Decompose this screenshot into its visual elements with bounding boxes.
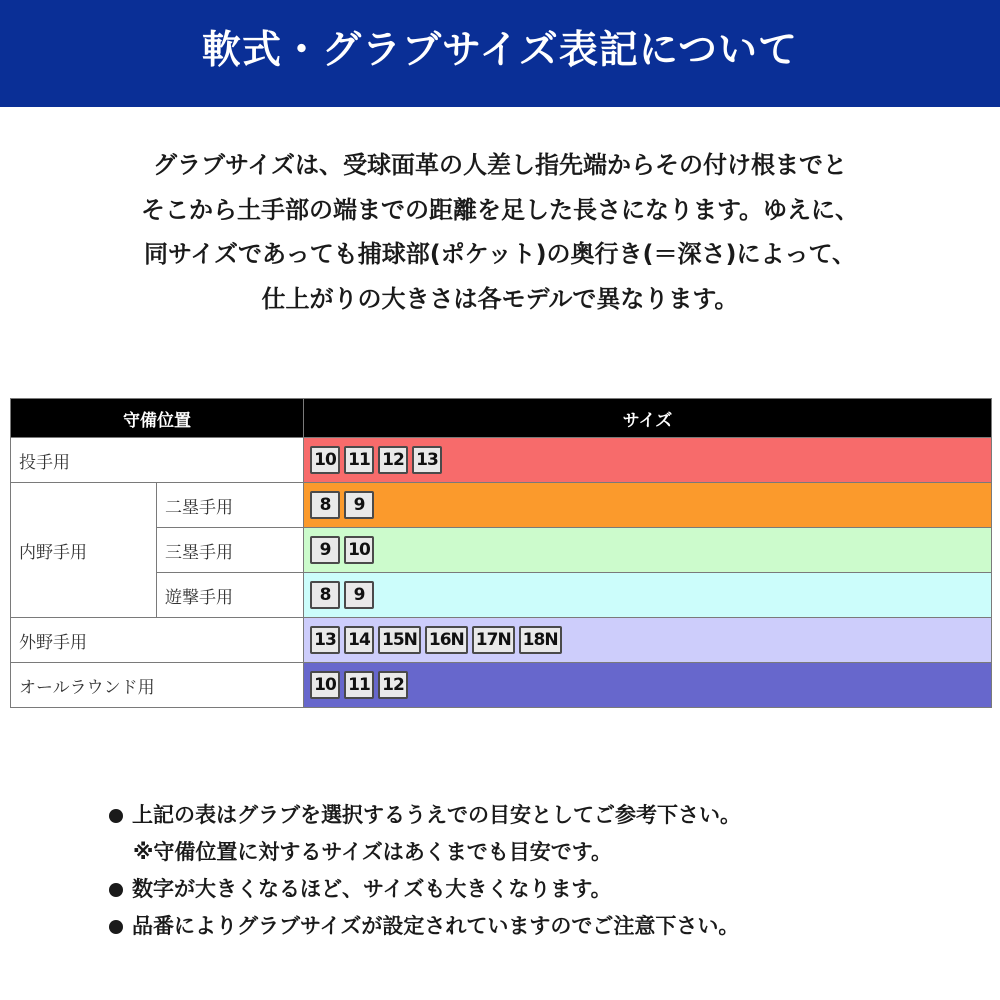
row-label-third: 三塁手用 (157, 528, 304, 573)
row-label-allround: オールラウンド用 (11, 663, 304, 708)
header-position: 守備位置 (11, 399, 304, 438)
row-label-short: 遊撃手用 (157, 573, 304, 618)
size-cell (304, 528, 992, 573)
row-label-second: 二塁手用 (157, 483, 304, 528)
size-chip: 8 (310, 491, 340, 519)
note-item (108, 834, 968, 871)
header-size: サイズ (304, 399, 992, 438)
size-chip: 13 (412, 446, 442, 474)
row-label-outfield: 外野手用 (11, 618, 304, 663)
size-chip: 9 (310, 536, 340, 564)
intro-line: そこから土手部の端までの距離を足した長さになります。ゆえに、 (140, 195, 860, 224)
size-chip: 12 (378, 671, 408, 699)
table-row (11, 438, 992, 483)
size-cell (304, 618, 992, 663)
size-chip: 15N (378, 626, 421, 654)
note-item (108, 908, 968, 945)
size-chip: 10 (344, 536, 374, 564)
row-group-infield: 内野手用 (11, 483, 157, 618)
size-chip: 16N (425, 626, 468, 654)
bullet-icon (109, 809, 123, 823)
intro-line: 同サイズであっても捕球部(ポケット)の奥行き(＝深さ)によって、 (143, 240, 857, 268)
row-label-pitcher: 投手用 (11, 438, 304, 483)
size-chip: 17N (472, 626, 515, 654)
table-row (11, 528, 992, 573)
size-chip: 11 (344, 446, 374, 474)
table-row (11, 573, 992, 618)
bullet-icon (109, 920, 123, 934)
size-chip: 9 (344, 491, 374, 519)
notes-list (108, 797, 968, 945)
size-chip: 12 (378, 446, 408, 474)
note-text: 上記の表はグラブを選択するうえでの目安としてご参考下さい。 (132, 803, 741, 827)
table-row (11, 483, 992, 528)
note-text: 数字が大きくなるほど、サイズも大きくなります。 (132, 877, 612, 901)
page-title: 軟式・グラブサイズ表記について (201, 28, 799, 73)
size-chip: 14 (344, 626, 374, 654)
title-banner (0, 0, 1000, 107)
size-chip: 13 (310, 626, 340, 654)
table-row (11, 618, 992, 663)
size-table (10, 398, 992, 708)
intro-line: グラブサイズは、受球面革の人差し指先端からその付け根までと (152, 151, 848, 179)
note-item (108, 871, 968, 908)
note-item (108, 797, 968, 834)
intro-line: 仕上がりの大きさは各モデルで異なります。 (261, 284, 739, 313)
size-cell (304, 663, 992, 708)
note-text: 品番によりグラブサイズが設定されていますのでご注意下さい。 (132, 914, 740, 938)
size-chip: 10 (310, 446, 340, 474)
bullet-icon (109, 883, 123, 897)
size-chip: 11 (344, 671, 374, 699)
size-chip: 9 (344, 581, 374, 609)
intro-paragraph (40, 143, 960, 321)
size-cell (304, 483, 992, 528)
size-cell (304, 573, 992, 618)
note-text: ※守備位置に対するサイズはあくまでも目安です。 (133, 840, 613, 864)
table-row (11, 663, 992, 708)
size-chip: 10 (310, 671, 340, 699)
size-chip: 8 (310, 581, 340, 609)
size-chip: 18N (519, 626, 562, 654)
size-cell (304, 438, 992, 483)
